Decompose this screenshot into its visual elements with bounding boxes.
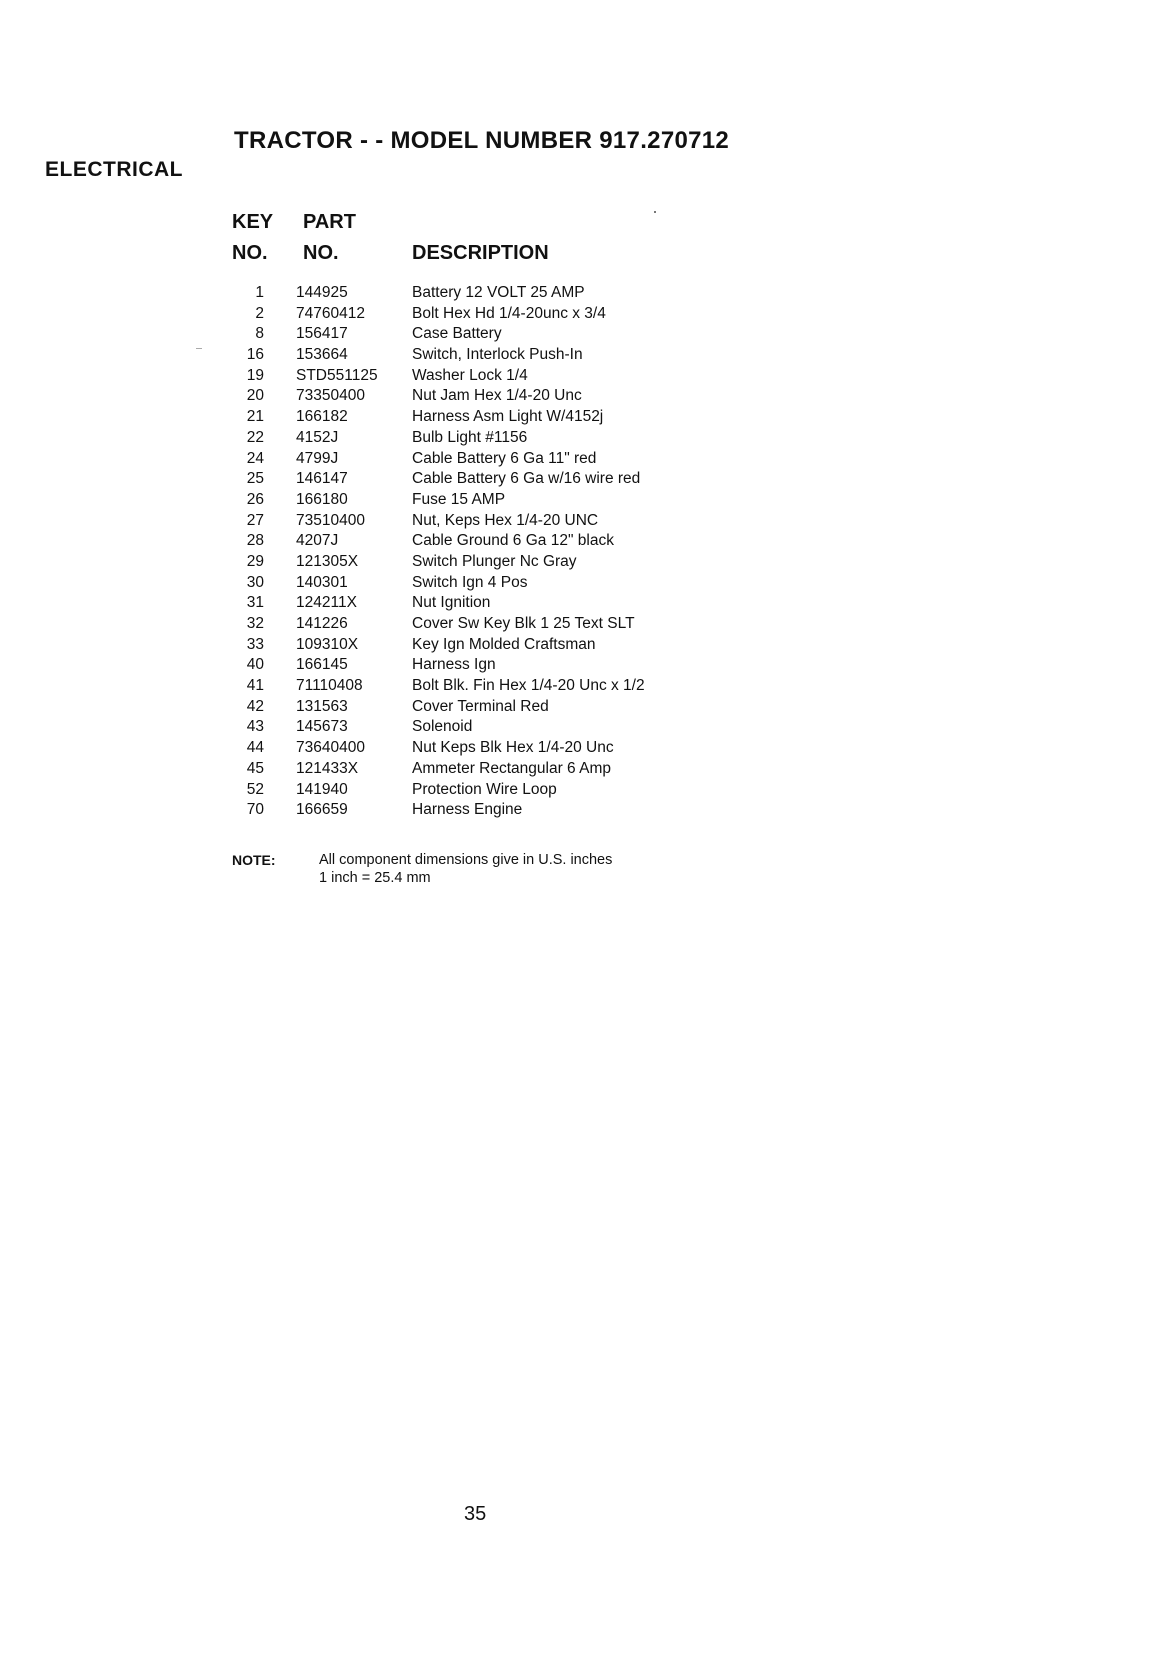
table-row: [0, 760, 1174, 781]
note-text: All component dimensions give in U.S. inches: [319, 852, 613, 868]
scan-speck: [196, 348, 202, 349]
page-title: TRACTOR - - MODEL NUMBER 917.270712: [234, 127, 730, 154]
table-row: [0, 429, 1174, 450]
part-number: 131563: [296, 697, 348, 715]
table-row: [0, 532, 1174, 553]
table-row: [0, 615, 1174, 636]
key-number: 27: [246, 511, 264, 529]
key-number: 29: [246, 552, 264, 570]
key-number: 2: [255, 304, 264, 322]
part-number: STD551125: [296, 366, 378, 384]
part-number: 146147: [296, 470, 348, 488]
key-number: 21: [246, 408, 264, 426]
table-row: [0, 491, 1174, 512]
table-row: [0, 450, 1174, 471]
table-row: [0, 387, 1174, 408]
part-description: Fuse 15 AMP: [412, 490, 506, 508]
key-number: 8: [255, 325, 264, 343]
part-number: 145673: [296, 718, 348, 736]
column-header-description: DESCRIPTION: [412, 242, 549, 264]
part-number: 166145: [296, 656, 348, 674]
part-number: 166659: [296, 801, 348, 819]
part-description: Cover Terminal Red: [412, 697, 549, 715]
table-row: [0, 781, 1174, 802]
part-number: 73640400: [296, 739, 365, 757]
part-description: Key Ign Molded Craftsman: [412, 635, 596, 653]
part-description: Cable Battery 6 Ga 11" red: [412, 449, 597, 467]
key-number: 28: [246, 532, 264, 550]
key-number: 30: [246, 573, 264, 591]
part-description: Cable Battery 6 Ga w/16 wire red: [412, 470, 641, 488]
key-number: 26: [246, 490, 264, 508]
key-number: 42: [246, 697, 264, 715]
part-description: Bolt Hex Hd 1/4-20unc x 3/4: [412, 304, 606, 322]
part-number: 73510400: [296, 511, 365, 529]
table-row: [0, 656, 1174, 677]
table-row: [0, 470, 1174, 491]
key-number: 41: [246, 677, 264, 695]
part-number: 124211X: [296, 594, 357, 612]
part-number: 4799J: [296, 449, 339, 467]
part-number: 140301: [296, 573, 348, 591]
scan-speck: [654, 211, 656, 213]
key-number: 44: [246, 739, 264, 757]
table-row: [0, 512, 1174, 533]
page-number: 35: [464, 1503, 487, 1525]
part-description: Harness Asm Light W/4152j: [412, 408, 604, 426]
part-description: Cover Sw Key Blk 1 25 Text SLT: [412, 615, 635, 632]
table-row: [0, 574, 1174, 595]
table-row: [0, 698, 1174, 719]
key-number: 52: [246, 780, 264, 798]
part-description: Bolt Blk. Fin Hex 1/4-20 Unc x 1/2: [412, 677, 645, 695]
column-header-part-no: NO.: [303, 242, 339, 264]
part-number: 73350400: [296, 387, 365, 405]
part-description: Battery 12 VOLT 25 AMP: [412, 284, 585, 301]
key-number: 16: [246, 346, 264, 364]
key-number: 22: [246, 428, 264, 446]
table-row: [0, 718, 1174, 739]
part-description: Nut Jam Hex 1/4-20 Unc: [412, 387, 582, 405]
table-row: [0, 553, 1174, 574]
part-number: 141940: [296, 780, 348, 798]
column-header-part: PART: [303, 211, 356, 233]
table-row: [0, 594, 1174, 615]
key-number: 40: [246, 656, 264, 674]
table-row: [0, 305, 1174, 326]
table-row: [0, 801, 1174, 822]
table-row: [0, 346, 1174, 367]
part-number: 4207J: [296, 532, 339, 550]
table-row: [0, 408, 1174, 429]
table-row: [0, 284, 1174, 305]
key-number: 33: [246, 635, 264, 653]
table-row: [0, 325, 1174, 346]
key-number: 70: [246, 801, 264, 819]
part-number: 166180: [296, 490, 348, 508]
part-description: Harness Engine: [412, 801, 523, 819]
table-row: [0, 636, 1174, 657]
key-number: 25: [246, 470, 264, 488]
part-number: 74760412: [296, 304, 365, 322]
key-number: 20: [246, 387, 264, 405]
column-header-key-no: NO.: [232, 242, 268, 264]
part-number: 144925: [296, 284, 348, 301]
key-number: 19: [246, 366, 264, 384]
part-description: Switch Plunger Nc Gray: [412, 552, 577, 570]
key-number: 43: [246, 718, 264, 736]
part-number: 153664: [296, 346, 348, 364]
part-description: Cable Ground 6 Ga 12" black: [412, 532, 614, 550]
note-label: NOTE:: [232, 852, 276, 868]
section-heading: ELECTRICAL: [45, 158, 183, 181]
part-number: 166182: [296, 408, 348, 426]
table-row: [0, 367, 1174, 388]
part-number: 71110408: [296, 677, 363, 695]
part-description: Nut Keps Blk Hex 1/4-20 Unc: [412, 739, 614, 757]
part-number: 121305X: [296, 552, 359, 570]
part-description: Switch, Interlock Push-In: [412, 346, 583, 364]
table-row: [0, 739, 1174, 760]
part-description: Case Battery: [412, 325, 502, 343]
part-number: 109310X: [296, 635, 359, 653]
part-description: Ammeter Rectangular 6 Amp: [412, 759, 612, 777]
parts-table: [0, 284, 1174, 822]
part-description: Nut, Keps Hex 1/4-20 UNC: [412, 511, 599, 529]
part-description: Washer Lock 1/4: [412, 366, 528, 384]
part-description: Harness Ign: [412, 656, 496, 674]
part-number: 4152J: [296, 428, 339, 446]
part-description: Switch Ign 4 Pos: [412, 573, 528, 591]
key-number: 32: [246, 615, 264, 632]
part-description: Bulb Light #1156: [412, 428, 528, 446]
key-number: 45: [246, 759, 264, 777]
part-description: Nut Ignition: [412, 594, 491, 612]
key-number: 1: [255, 284, 264, 301]
part-number: 121433X: [296, 759, 359, 777]
part-number: 141226: [296, 615, 348, 632]
key-number: 24: [246, 449, 264, 467]
part-description: Protection Wire Loop: [412, 780, 557, 798]
table-row: [0, 677, 1174, 698]
column-header-key: KEY: [232, 211, 274, 233]
part-description: Solenoid: [412, 718, 473, 736]
note-conversion: 1 inch = 25.4 mm: [319, 870, 431, 886]
part-number: 156417: [296, 325, 348, 343]
key-number: 31: [246, 594, 264, 612]
